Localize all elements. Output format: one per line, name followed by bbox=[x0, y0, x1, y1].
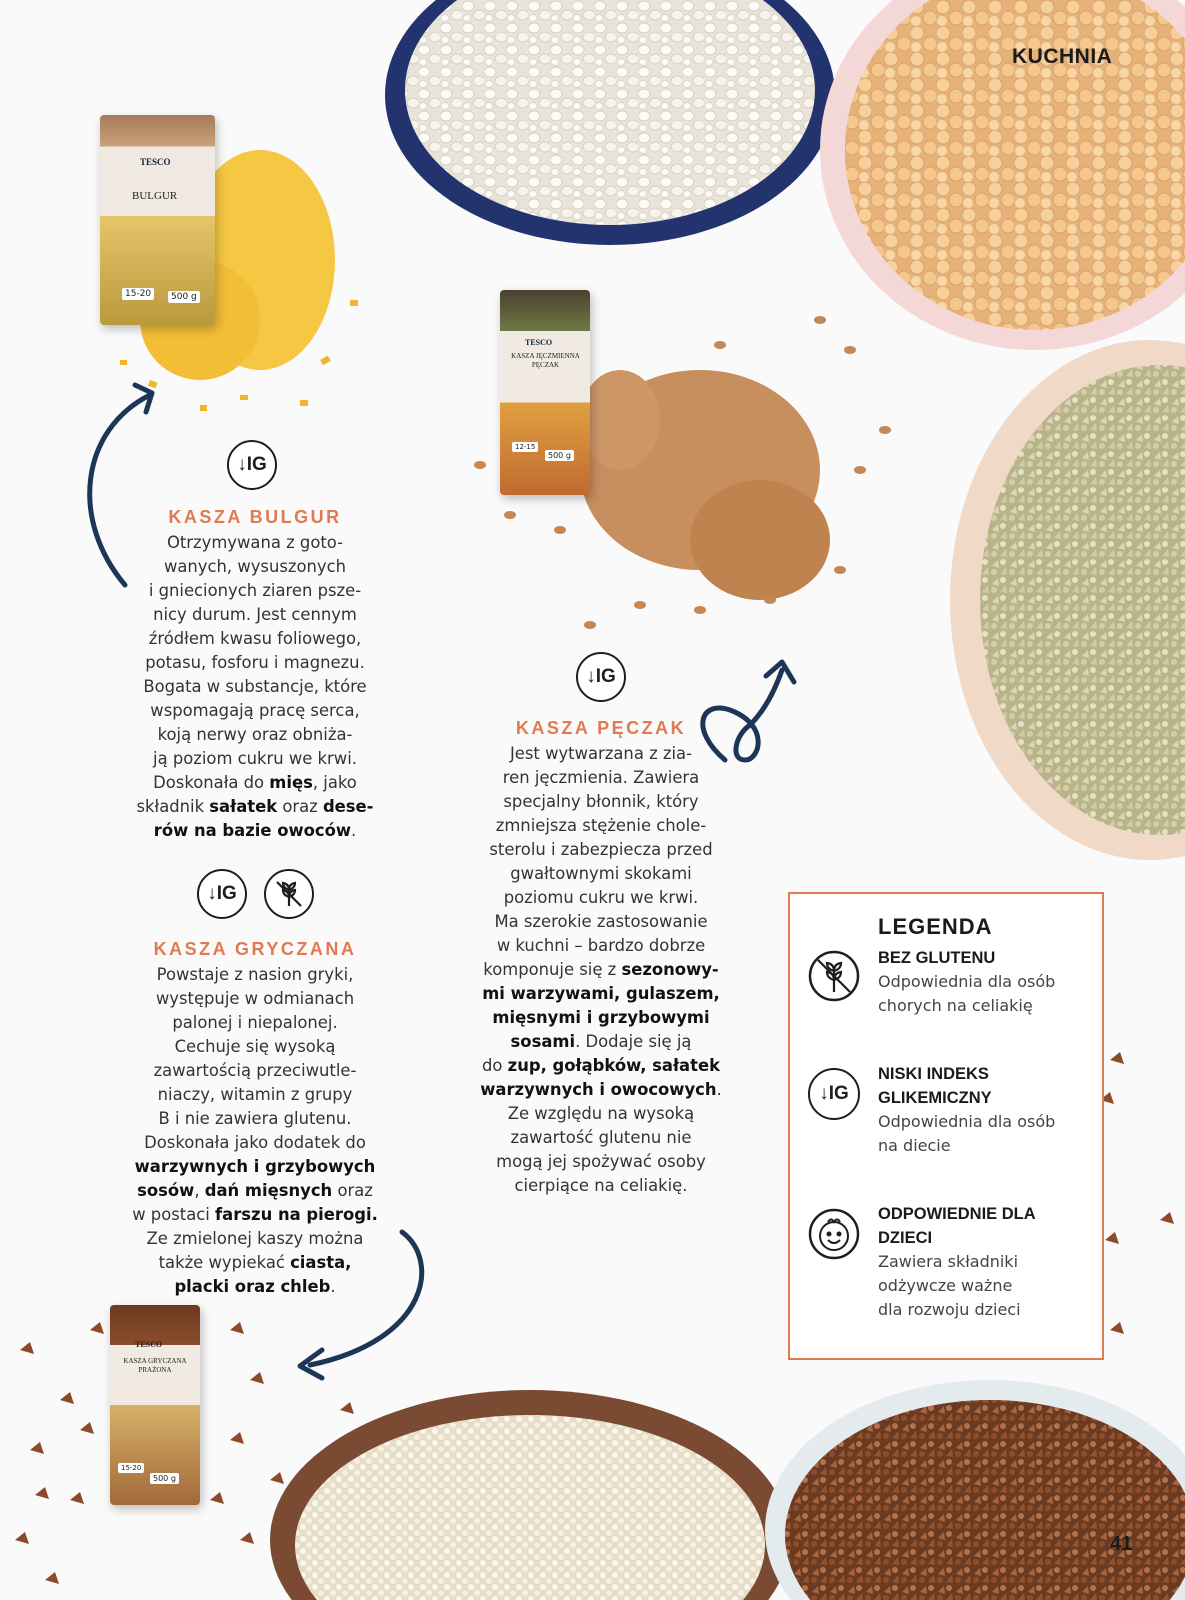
legend-item-title: ODPOWIEDNIE DLA bbox=[878, 1205, 1036, 1223]
package-brand: TESCO bbox=[525, 338, 553, 347]
bold-text: sosów bbox=[137, 1181, 195, 1200]
ig-arrow-icon: ↓ bbox=[237, 454, 247, 475]
package-time: 15-20 bbox=[118, 1463, 144, 1473]
legend-item-title: NISKI INDEKS bbox=[878, 1065, 989, 1083]
text-line: ją poziom cukru we krwi. bbox=[153, 749, 357, 768]
text-line bbox=[470, 958, 732, 982]
bold-text: zup, gołąbków, sałatek bbox=[507, 1056, 720, 1075]
text: . Dodaje się ją bbox=[575, 1032, 692, 1051]
text-line bbox=[470, 1078, 732, 1102]
text: . bbox=[716, 1080, 722, 1099]
text: w postaci bbox=[132, 1205, 216, 1224]
bold-text: mięs bbox=[269, 773, 313, 792]
package-time: 15-20 bbox=[122, 288, 154, 300]
text-line: w kuchni – bardzo dobrze bbox=[496, 936, 706, 955]
text-line: B i nie zawiera glutenu. bbox=[158, 1109, 352, 1128]
text: , jako bbox=[312, 773, 357, 792]
text-line: koją nerwy oraz obniża- bbox=[157, 725, 353, 744]
bold-text: placki oraz chleb bbox=[174, 1277, 331, 1296]
legend-item-title: DZIECI bbox=[878, 1229, 933, 1247]
text-line: wanych, wysuszonych bbox=[163, 557, 347, 576]
text: składnik bbox=[136, 797, 210, 816]
text-line bbox=[125, 1179, 385, 1203]
bulgur-title: KASZA BULGUR bbox=[168, 507, 342, 527]
low-ig-icon bbox=[808, 1068, 860, 1120]
bold-text: dese- bbox=[322, 797, 374, 816]
section-label: KUCHNIA bbox=[1012, 45, 1113, 68]
text-line: zmniejsza stężenie chole- bbox=[495, 816, 707, 835]
gryczana-column bbox=[125, 937, 385, 1299]
package-time: 12-15 bbox=[512, 442, 538, 452]
text-line: Bogata w substancje, które bbox=[143, 677, 367, 696]
text-line: mogą jej spożywać osoby bbox=[496, 1152, 706, 1171]
text-line: Powstaje z nasion gryki, bbox=[156, 965, 354, 984]
ig-arrow-icon: ↓ bbox=[207, 883, 217, 904]
text-line bbox=[125, 819, 385, 843]
bold-text: farszu na pierogi. bbox=[215, 1205, 378, 1224]
package-weight: 500 g bbox=[545, 450, 574, 461]
gryczana-package bbox=[110, 1305, 200, 1505]
text-line: Cechuje się wysoką bbox=[174, 1037, 336, 1056]
text: . bbox=[350, 821, 357, 840]
text-line: zawartością przeciwutle- bbox=[153, 1061, 357, 1080]
text-line: ren jęczmienia. Zawiera bbox=[502, 768, 700, 787]
package-name: KASZA JĘCZMIENNA PĘCZAK bbox=[511, 352, 580, 369]
ig-arrow-icon: ↓ bbox=[819, 1083, 829, 1104]
text: także wypiekać bbox=[158, 1253, 291, 1272]
text: do bbox=[482, 1056, 508, 1075]
bold-text: rów na bazie owoców bbox=[153, 821, 351, 840]
text-line: gwałtownymi skokami bbox=[510, 864, 692, 883]
legend-item-desc: Zawiera składniki bbox=[878, 1252, 1019, 1271]
bold-text: dań mięsnych bbox=[204, 1181, 333, 1200]
text-line: nicy durum. Jest cennym bbox=[153, 605, 357, 624]
bold-text: ciasta, bbox=[290, 1253, 352, 1272]
package-brand: TESCO bbox=[135, 1340, 163, 1349]
text-line: specjalny błonnik, który bbox=[503, 792, 699, 811]
text: Doskonała do bbox=[153, 773, 270, 792]
low-ig-icon bbox=[197, 869, 247, 919]
low-ig-icon bbox=[227, 440, 277, 490]
text-line: sterolu i zabezpiecza przed bbox=[489, 840, 713, 859]
low-ig-icon bbox=[576, 652, 626, 702]
legend-item-desc: dla rozwoju dzieci bbox=[878, 1300, 1021, 1319]
text-line: poziomu cukru we krwi. bbox=[503, 888, 699, 907]
gluten-free-icon bbox=[808, 950, 860, 1002]
text: oraz bbox=[277, 797, 323, 816]
bulgur-package bbox=[100, 115, 215, 325]
text-line bbox=[470, 1030, 732, 1054]
bold-text: sałatek bbox=[209, 797, 278, 816]
ig-label: IG bbox=[828, 1083, 849, 1104]
legend-item-desc: Odpowiednia dla osób bbox=[878, 972, 1056, 991]
text-line bbox=[125, 795, 385, 819]
text-line: cierpiące na celiakię. bbox=[514, 1176, 688, 1195]
text-line: Ze zmielonej kaszy można bbox=[146, 1229, 364, 1248]
text-line bbox=[125, 1155, 385, 1179]
peczak-package bbox=[500, 290, 590, 495]
gluten-free-icon bbox=[264, 869, 314, 919]
ig-label: IG bbox=[595, 666, 616, 687]
text-line bbox=[125, 1275, 385, 1299]
legend-item-desc: chorych na celiakię bbox=[878, 996, 1033, 1015]
text-line: Otrzymywana z goto- bbox=[166, 533, 344, 552]
text: oraz bbox=[332, 1181, 373, 1200]
text-line: potasu, fosforu i magnezu. bbox=[145, 653, 365, 672]
text-line bbox=[470, 982, 732, 1006]
bold-text: warzywnych i owocowych bbox=[480, 1080, 717, 1099]
package-weight: 500 g bbox=[150, 1473, 179, 1484]
legend-item-desc: odżywcze ważne bbox=[878, 1276, 1013, 1295]
text: komponuje się z bbox=[483, 960, 622, 979]
text-line: Ze względu na wysoką bbox=[507, 1104, 695, 1123]
legend-item-title: GLIKEMICZNY bbox=[878, 1089, 992, 1107]
text-line: i gniecionych ziaren psze- bbox=[148, 581, 362, 600]
ig-label: IG bbox=[246, 454, 267, 475]
bold-text: mi warzywami, gulaszem, bbox=[482, 984, 720, 1003]
legend-item-desc: na diecie bbox=[878, 1136, 951, 1155]
text: , bbox=[194, 1181, 205, 1200]
text-line: występuje w odmianach bbox=[155, 989, 355, 1008]
legend-item-title: BEZ GLUTENU bbox=[878, 949, 996, 967]
package-brand: TESCO bbox=[140, 157, 171, 167]
package-name: KASZA GRYCZANA PRAŻONA bbox=[123, 1357, 187, 1374]
text-line: wspomagają pracę serca, bbox=[150, 701, 360, 720]
text-line bbox=[125, 1203, 385, 1227]
text-line: Doskonała jako dodatek do bbox=[144, 1133, 366, 1152]
bold-text: warzywnych i grzybowych bbox=[134, 1157, 376, 1176]
package-name: BULGUR bbox=[132, 190, 178, 202]
text-line: palonej i niepalonej. bbox=[172, 1013, 338, 1032]
gryczana-title: KASZA GRYCZANA bbox=[153, 939, 357, 959]
child-face-icon bbox=[808, 1208, 860, 1260]
text-line: Jest wytwarzana z zia- bbox=[509, 744, 693, 763]
ig-arrow-icon: ↓ bbox=[586, 666, 596, 687]
bold-text: mięsnymi i grzybowymi bbox=[492, 1008, 710, 1027]
bulgur-column bbox=[125, 505, 385, 843]
peczak-title: KASZA PĘCZAK bbox=[515, 718, 687, 738]
page-number: 41 bbox=[1110, 1533, 1133, 1555]
text-line: Ma szerokie zastosowanie bbox=[494, 912, 708, 931]
legend-item-gluten-free bbox=[878, 946, 1098, 1018]
legend-item-desc: Odpowiednia dla osób bbox=[878, 1112, 1056, 1131]
text-line: zawartość glutenu nie bbox=[510, 1128, 692, 1147]
ig-label: IG bbox=[216, 883, 237, 904]
legend-title: LEGENDA bbox=[878, 914, 993, 939]
text-line bbox=[470, 1054, 732, 1078]
peczak-column bbox=[470, 716, 732, 1198]
legend-item-for-kids bbox=[878, 1202, 1098, 1322]
text-line bbox=[125, 771, 385, 795]
bold-text: sosami bbox=[510, 1032, 576, 1051]
text-line bbox=[125, 1251, 385, 1275]
bold-text: sezonowy- bbox=[621, 960, 719, 979]
text: . bbox=[330, 1277, 336, 1296]
text-line bbox=[470, 1006, 732, 1030]
text-line: źródłem kwasu foliowego, bbox=[148, 629, 362, 648]
text-line: niaczy, witamin z grupy bbox=[157, 1085, 353, 1104]
legend-box bbox=[788, 892, 1104, 1360]
package-weight: 500 g bbox=[168, 291, 200, 303]
ig-badge bbox=[808, 1068, 860, 1120]
legend-item-low-ig bbox=[878, 1062, 1098, 1158]
